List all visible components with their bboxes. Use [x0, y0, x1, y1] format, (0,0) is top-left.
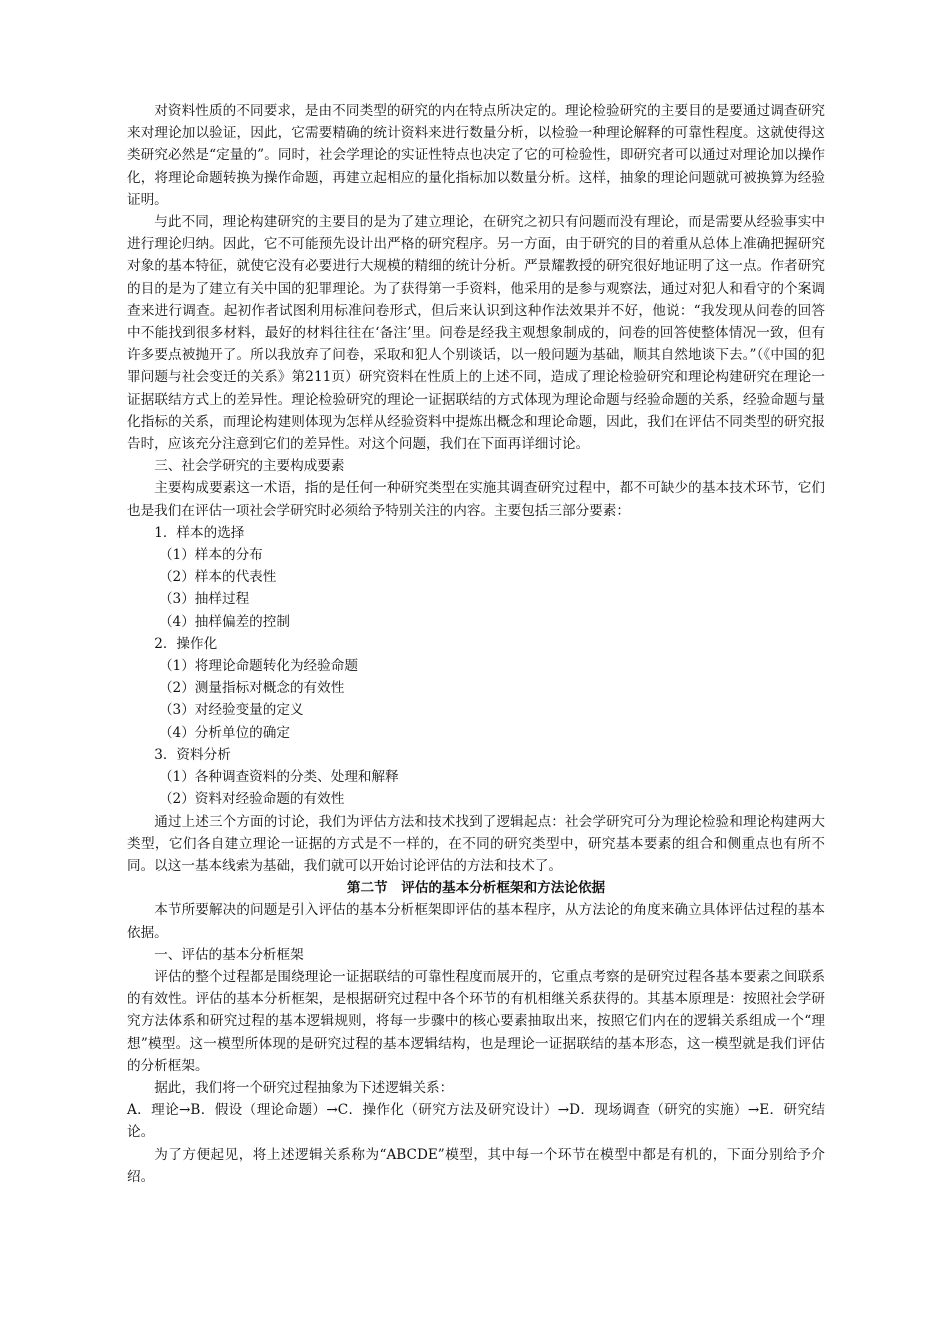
paragraph-section-intro: 本节所要解决的问题是引入评估的基本分析框架即评估的基本程序，从方法论的角度来确立具体评估过程的基本依据。	[127, 902, 825, 941]
section-title: 第二节 评估的基本分析框架和方法论依据	[346, 880, 606, 897]
document-page	[127, 100, 825, 1188]
list-subitem: （1）各种调查资料的分类、处理和解释	[158, 769, 399, 786]
paragraph-abcde-model: 为了方便起见，将上述逻辑关系称为“ABCDE”模型，其中每一个环节在模型中都是有机的，下面分别给予介绍。	[127, 1146, 825, 1185]
list-subitem: （1）样本的分布	[158, 547, 263, 564]
list-subitem: （4）分析单位的确定	[158, 724, 290, 741]
list-subitem: （2）资料对经验命题的有效性	[158, 791, 345, 808]
list-subitem: （4）抽样偏差的控制	[158, 613, 290, 630]
paragraph-elements-intro: 主要构成要素这一术语，指的是任何一种研究类型在实施其调查研究过程中，都不可缺少的基本技术环节，它们也是我们在评估一项社会学研究时必须给予特别关注的内容。主要包括三部分要素：	[127, 480, 825, 519]
list-subitem: （3）抽样过程	[158, 591, 250, 608]
paragraph-abstraction: 据此，我们将一个研究过程抽象为下述逻辑关系：	[154, 1079, 454, 1096]
list-subitem: （2）测量指标对概念的有效性	[158, 680, 345, 697]
paragraph-data-nature: 对资料性质的不同要求，是由不同类型的研究的内在特点所决定的。理论检验研究的主要目的是要通过调查研究来对理论加以验证，因此，它需要精确的统计资料来进行数量分析，以检验一种理论解释的可靠性程度。这就使得这类研究必然是“定量的”。同时，社会学理论的实证性特点也决定了它的可检验性，即研究者可以通过对理论加以操作化，将理论命题转换为操作命题，再建立起相应的量化指标加以数量分析。这样，抽象的理论问题就可被换算为经验证明。	[127, 103, 825, 208]
list-item-sample-selection: 1．样本的选择	[154, 524, 245, 541]
list-item-operationalization: 2．操作化	[154, 635, 218, 652]
paragraph-abcde-chain: A．理论→B．假设（理论命题）→C．操作化（研究方法及研究设计）→D．现场调查（研究的实施）→E．研究结论。	[127, 1102, 825, 1141]
paragraph-framework: 评估的整个过程都是围绕理论一证据联结的可靠性程度而展开的，它重点考察的是研究过程各基本要素之间联系的有效性。评估的基本分析框架，是根据研究过程中各个环节的有机相继关系获得的。其基本原理是：按照社会学研究方法体系和研究过程的基本逻辑规则，将每一步骤中的核心要素抽取出来，按照它们内在的逻辑关系组成一个“理想”模型。这一模型所体现的是研究过程的基本逻辑结构，也是理论一证据联结的基本形态，这一模型就是我们评估的分析框架。	[127, 968, 825, 1074]
list-subitem: （2）样本的代表性	[158, 569, 277, 586]
list-item-data-analysis: 3．资料分析	[154, 746, 231, 763]
heading-framework: 一、评估的基本分析框架	[154, 946, 304, 963]
list-subitem: （3）对经验变量的定义	[158, 702, 304, 719]
paragraph-theory-building: 与此不同，理论构建研究的主要目的是为了建立理论，在研究之初只有问题而没有理论，而是需要从经验事实中进行理论归纳。因此，它不可能预先设计出严格的研究程序。另一方面，由于研究的目的着重从总体上准确把握研究对象的基本特征，就使它没有必要进行大规模的精细的统计分析。严景耀教授的研究很好地证明了这一点。作者研究的目的是为了建立有关中国的犯罪理论。为了获得第一手资料，他采用的是参与观察法，通过对犯人和看守的个案调查来进行调查。起初作者试图利用标准问卷形式，但后来认识到这种作法效果并不好，他说：“我发现从问卷的回答中不能找到很多材料，最好的材料往往在‘备注’里。问卷是经我主观想象制成的，问卷的回答使整体情况一致，但有许多要点被抛开了。所以我放弃了问卷，采取和犯人个别谈话，以一般问题为基础，顺其自然地谈下去。”（《中国的犯罪问题与社会变迁的关系》第211页）研究资料在性质上的上述不同，造成了理论检验研究和理论构建研究在理论一证据联结方式上的差异性。理论检验研究的理论一证据联结的方式体现为理论命题与经验命题的关系，经验命题与量化指标的关系，而理论构建则体现为怎样从经验资料中提炼出概念和理论命题，因此，我们在评估不同类型的研究报告时，应该充分注意到它们的差异性。对这个问题，我们在下面再详细讨论。	[127, 214, 825, 453]
list-subitem: （1）将理论命题转化为经验命题	[158, 658, 358, 675]
paragraph-summary: 通过上述三个方面的讨论，我们为评估方法和技术找到了逻辑起点：社会学研究可分为理论检验和理论构建两大类型，它们各自建立理论一证据的方式是不一样的，在不同的研究类型中，研究基本要素的组合和侧重点也有所不同。以这一基本线索为基础，我们就可以开始讨论评估的方法和技术了。	[127, 813, 825, 874]
heading-main-elements: 三、社会学研究的主要构成要素	[154, 458, 345, 475]
